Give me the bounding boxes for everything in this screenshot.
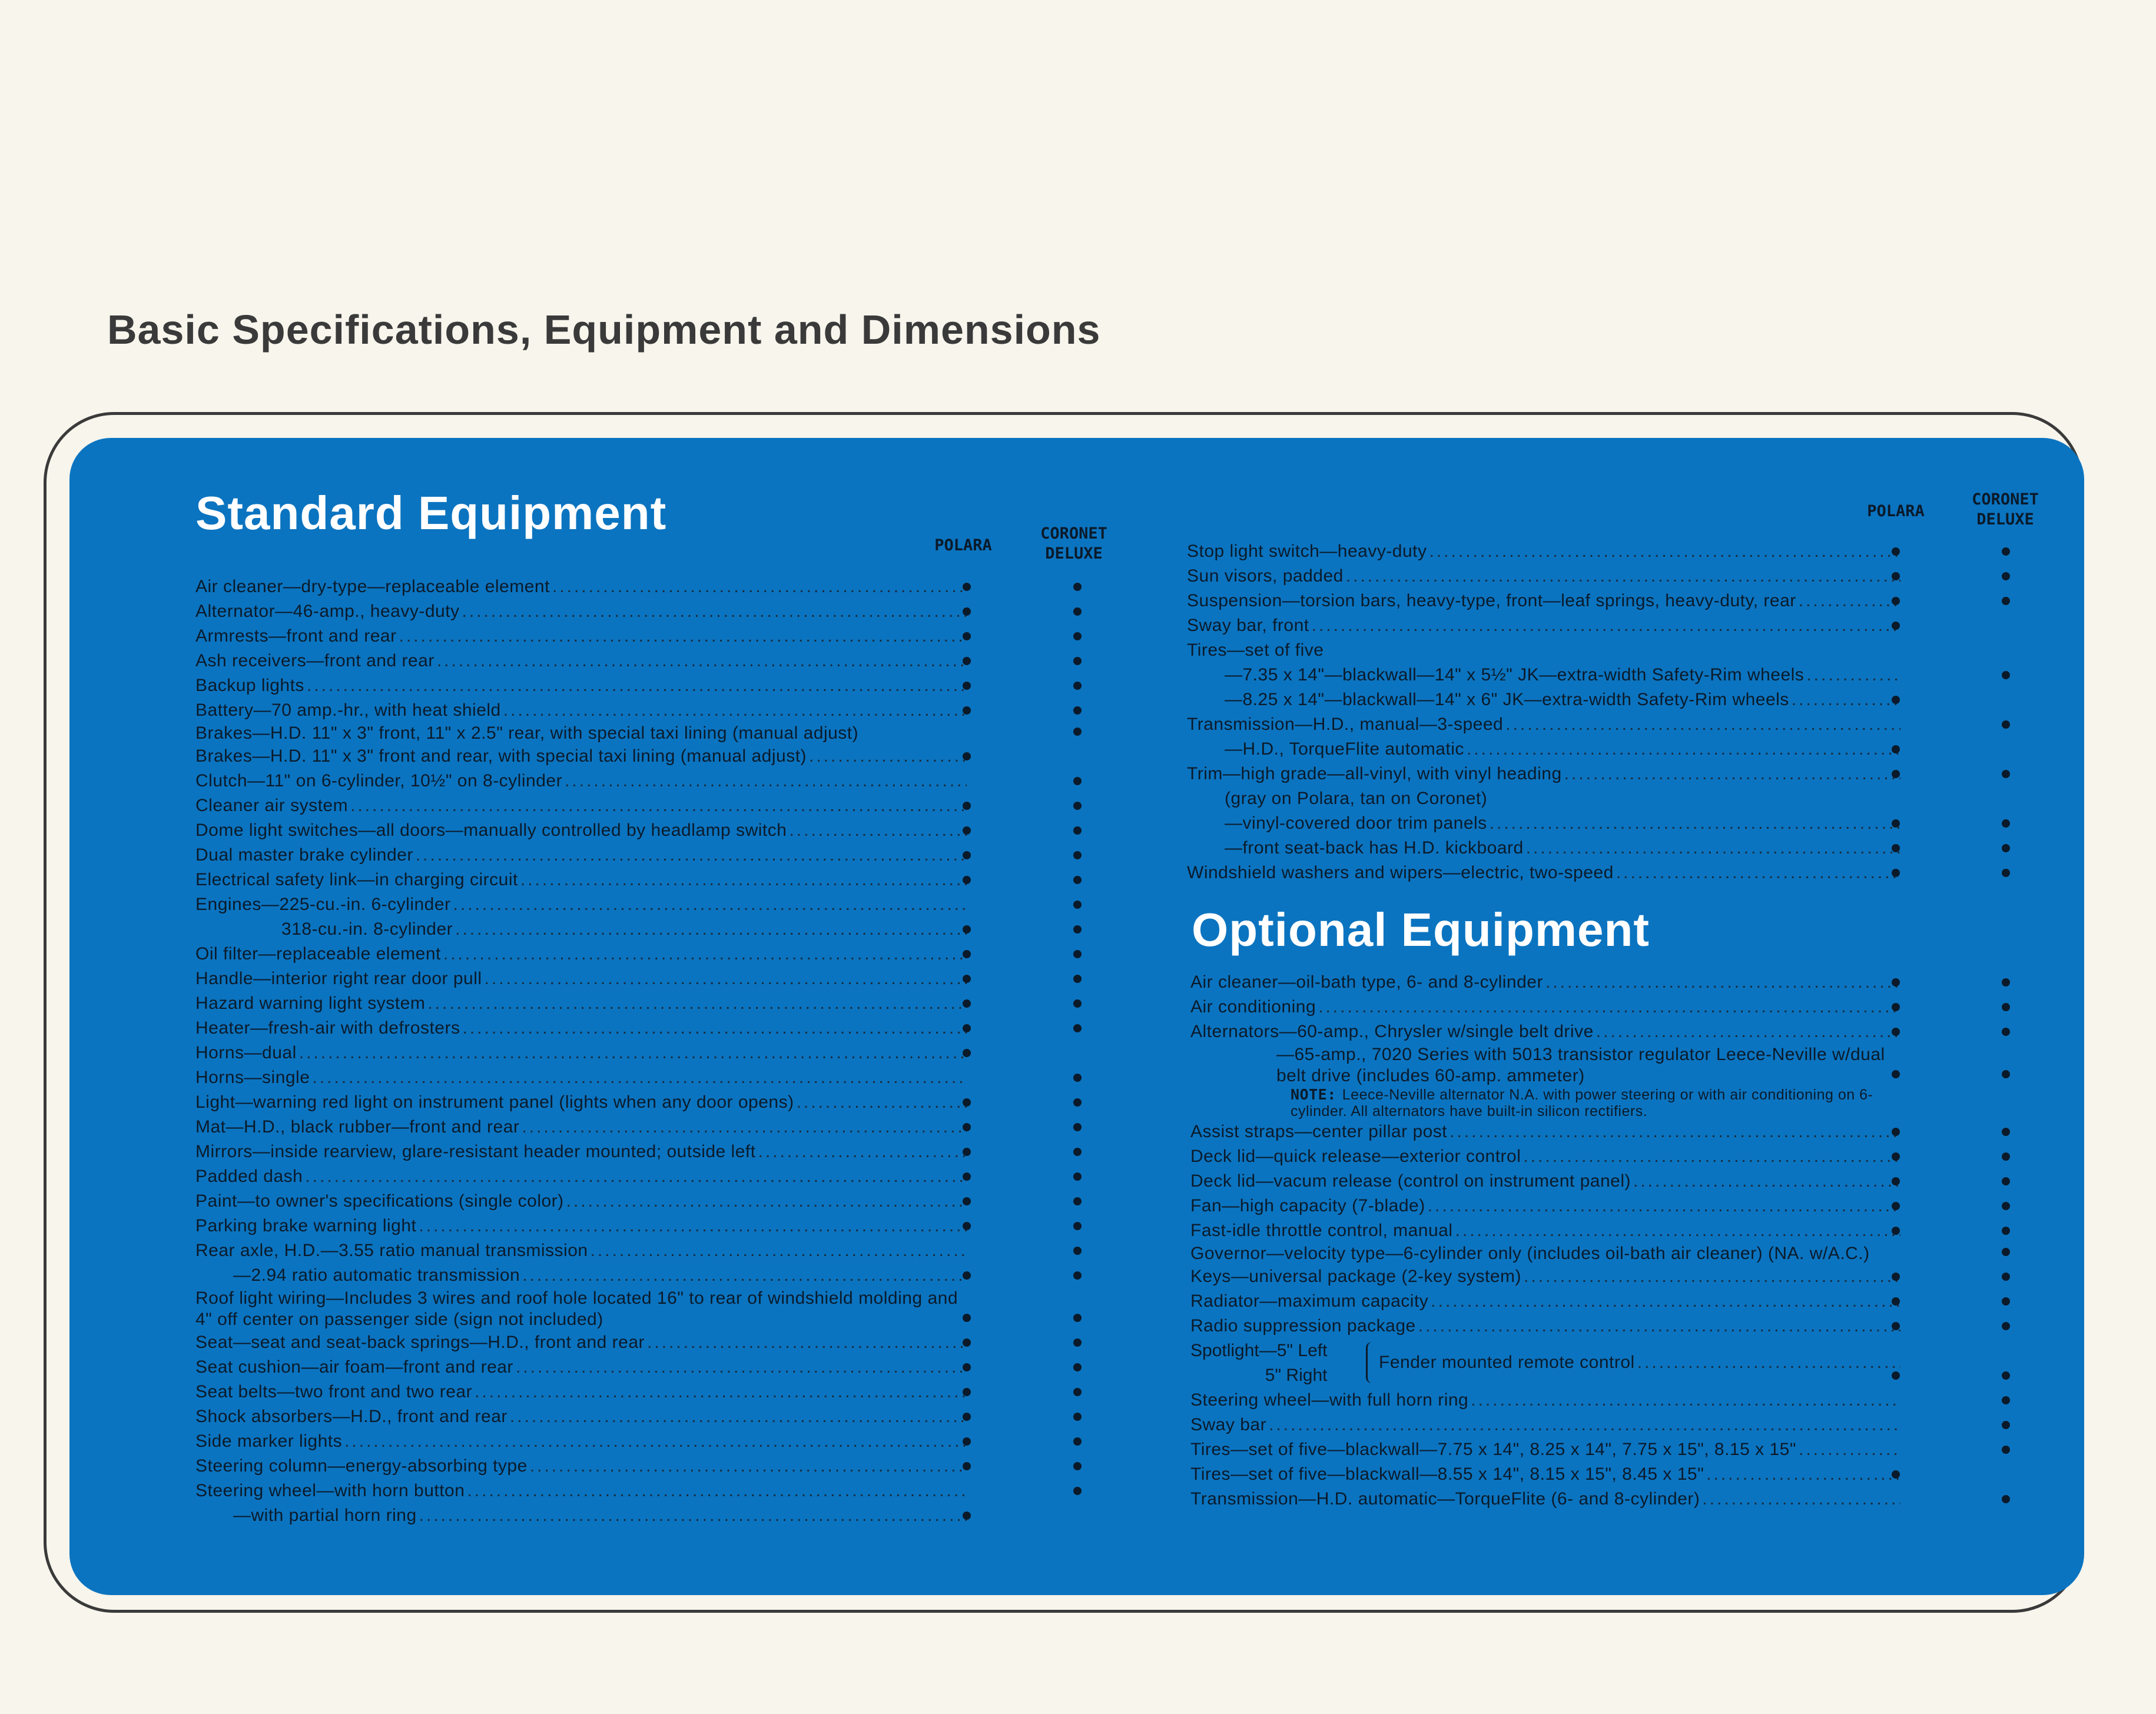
equipment-row	[195, 624, 967, 649]
polara-bullet	[1892, 1470, 1900, 1479]
equipment-row	[195, 574, 967, 599]
equipment-row	[195, 1429, 967, 1454]
equipment-row	[195, 1214, 967, 1238]
optional-equipment-title: Optional Equipment	[1192, 903, 1650, 956]
coronet-bullet	[2002, 770, 2010, 778]
equipment-row	[1187, 589, 1900, 613]
polara-bullet	[963, 1197, 971, 1205]
equipment-row	[195, 1454, 967, 1479]
equipment-label: Electrical safety link—in charging circuit	[195, 870, 518, 889]
equipment-label: Transmission—H.D., manual—3-speed	[1187, 715, 1504, 734]
polara-bullet	[1892, 770, 1900, 778]
equipment-label: Tires—set of five	[1187, 640, 1324, 660]
polara-bullet	[963, 1512, 971, 1520]
equipment-row	[195, 1404, 967, 1429]
equipment-row	[195, 1380, 967, 1404]
equipment-label: Side marker lights	[195, 1431, 343, 1451]
equipment-label: Alternator—46-amp., heavy-duty	[195, 602, 460, 621]
polara-bullet	[963, 1024, 971, 1032]
equipment-label: Seat belts—two front and two rear	[195, 1382, 473, 1401]
polara-bullet	[963, 682, 971, 690]
equipment-label: Deck lid—vacum release (control on instrument panel)	[1190, 1171, 1631, 1191]
polara-bullet	[963, 607, 971, 616]
equipment-label: Seat cushion—air foam—front and rear	[195, 1357, 513, 1377]
coronet-bullet	[1073, 1024, 1082, 1032]
polara-bullet	[1892, 819, 1900, 828]
polara-bullet	[963, 657, 971, 665]
polara-bullet	[1892, 1371, 1900, 1380]
equipment-label: —65-amp., 7020 Series with 5013 transistor regulator Leece-Neville w/dual belt drive (includes 60-amp. ammeter)	[1276, 1045, 1885, 1085]
equipment-label: 318-cu.-in. 8-cylinder	[281, 919, 453, 939]
coronet-bullet	[1073, 925, 1082, 934]
equipment-row	[1187, 663, 1900, 687]
equipment-row	[1190, 995, 1900, 1019]
equipment-label: Assist straps—center pillar post	[1190, 1122, 1448, 1141]
polara-bullet	[963, 583, 971, 591]
coronet-bullet	[2002, 1202, 2010, 1210]
polara-bullet	[1892, 572, 1900, 580]
coronet-bullet	[1073, 777, 1082, 785]
equipment-label: Horns—single	[195, 1068, 310, 1087]
equipment-label: Clutch—11" on 6-cylinder, 10½" on 8-cylinder	[195, 771, 563, 790]
coronet-bullet	[1073, 1247, 1082, 1255]
equipment-label: Steering wheel—with horn button	[195, 1481, 465, 1500]
equipment-label: Tires—set of five—blackwall—8.55 x 14", 8.15 x 15", 8.45 x 15"	[1190, 1464, 1704, 1484]
polara-bullet	[963, 706, 971, 715]
equipment-row	[195, 1090, 967, 1115]
page-title: Basic Specifications, Equipment and Dimensions	[107, 307, 1101, 353]
polara-bullet	[963, 1049, 971, 1057]
coronet-bullet	[1073, 901, 1082, 909]
optional-equipment-list	[1190, 970, 1900, 1512]
coronet-bullet	[1073, 1363, 1082, 1371]
standard-equipment-list-continued	[1187, 539, 1900, 885]
equipment-label: —2.94 ratio automatic transmission	[233, 1265, 520, 1285]
equipment-row	[1190, 1314, 1900, 1338]
equipment-row	[1187, 811, 1900, 836]
polara-bullet	[963, 975, 971, 983]
polara-bullet	[1892, 1070, 1900, 1078]
coronet-bullet	[1073, 1314, 1082, 1322]
coronet-bullet	[1073, 657, 1082, 665]
coronet-bullet	[1073, 950, 1082, 958]
polara-bullet	[1892, 978, 1900, 986]
coronet-bullet	[1073, 1388, 1082, 1396]
equipment-label: Trim—high grade—all-vinyl, with vinyl heading	[1187, 764, 1562, 783]
coronet-bullet	[2002, 572, 2010, 580]
equipment-row	[1187, 687, 1900, 712]
coronet-bullet	[2002, 869, 2010, 877]
equipment-panel	[69, 438, 2084, 1595]
equipment-label: Cleaner air system	[195, 796, 349, 815]
coronet-bullet	[2002, 720, 2010, 729]
equipment-row	[1190, 1087, 1900, 1120]
coronet-bullet	[1073, 1462, 1082, 1470]
equipment-row	[195, 1355, 967, 1380]
standard-equipment-list	[195, 574, 967, 1528]
polara-bullet	[963, 1363, 971, 1371]
equipment-label: Battery—70 amp.-hr., with heat shield	[195, 700, 501, 720]
coronet-bullet	[2002, 671, 2010, 679]
equipment-row	[195, 1238, 967, 1263]
equipment-label: Heater—fresh-air with defrosters	[195, 1018, 460, 1038]
equipment-label: —8.25 x 14"—blackwall—14" x 6" JK—extra-width Safety-Rim wheels	[1225, 690, 1789, 709]
note-label: NOTE:	[1291, 1087, 1336, 1103]
coronet-bullet	[2002, 1297, 2010, 1306]
equipment-label: Ash receivers—front and rear	[195, 651, 434, 670]
equipment-row	[1190, 1462, 1900, 1487]
equipment-row	[195, 1288, 967, 1330]
polara-bullet	[1892, 1202, 1900, 1210]
equipment-label: Engines—225-cu.-in. 6-cylinder	[195, 895, 451, 914]
equipment-label: Light—warning red light on instrument panel (lights when any door opens)	[195, 1092, 794, 1112]
coronet-bullet	[2002, 1248, 2010, 1256]
equipment-row	[195, 818, 967, 843]
coronet-bullet	[2002, 1495, 2010, 1503]
coronet-bullet	[1073, 583, 1082, 591]
equipment-label: Paint—to owner's specifications (single color)	[195, 1191, 564, 1211]
coronet-bullet	[2002, 1152, 2010, 1161]
coronet-bullet	[2002, 1070, 2010, 1078]
equipment-label: Oil filter—replaceable element	[195, 944, 441, 964]
equipment-row	[1187, 737, 1900, 762]
equipment-row	[1190, 1169, 1900, 1194]
equipment-label: Windshield washers and wipers—electric, two-speed	[1187, 863, 1614, 882]
equipment-label: Horns—dual	[195, 1043, 297, 1062]
polara-bullet	[1892, 1227, 1900, 1235]
polara-bullet	[1892, 547, 1900, 556]
equipment-label: Deck lid—quick release—exterior control	[1190, 1147, 1521, 1166]
equipment-label: Fast-idle throttle control, manual	[1190, 1221, 1453, 1240]
equipment-row	[1190, 1388, 1900, 1413]
equipment-row	[1190, 1044, 1900, 1087]
coronet-bullet	[1073, 728, 1082, 736]
equipment-row	[1187, 861, 1900, 885]
equipment-label: Handle—interior right rear door pull	[195, 969, 482, 988]
coronet-bullet	[2002, 819, 2010, 828]
polara-bullet	[963, 1098, 971, 1107]
polara-bullet	[1892, 622, 1900, 630]
equipment-row	[195, 942, 967, 966]
equipment-label: Air cleaner—oil-bath type, 6- and 8-cylinder	[1190, 972, 1543, 992]
equipment-row	[195, 649, 967, 673]
equipment-label: Steering column—energy-absorbing type	[195, 1456, 528, 1476]
standard-equipment-title: Standard Equipment	[195, 487, 667, 539]
equipment-label: Seat—seat and seat-back springs—H.D., front and rear	[195, 1333, 645, 1352]
coronet-bullet	[2002, 844, 2010, 852]
polara-bullet	[963, 1172, 971, 1181]
equipment-label: Brakes—H.D. 11" x 3" front, 11" x 2.5" rear, with special taxi lining (manual adjust)	[195, 723, 859, 743]
equipment-row	[195, 744, 967, 769]
coronet-bullet	[1073, 1413, 1082, 1421]
polara-bullet	[963, 925, 971, 934]
equipment-row	[195, 1164, 967, 1189]
polara-bullet	[963, 1222, 971, 1230]
equipment-row	[195, 673, 967, 698]
equipment-label: —7.35 x 14"—blackwall—14" x 5½" JK—extra-width Safety-Rim wheels	[1225, 665, 1805, 685]
polara-bullet	[963, 802, 971, 810]
polara-bullet	[963, 1413, 971, 1421]
equipment-row	[1190, 1194, 1900, 1218]
equipment-label: —H.D., TorqueFlite automatic	[1225, 739, 1464, 759]
equipment-row	[195, 1330, 967, 1355]
equipment-label: Dual master brake cylinder	[195, 845, 413, 865]
polara-bullet	[963, 1388, 971, 1396]
equipment-label: Shock absorbers—H.D., front and rear	[195, 1407, 508, 1426]
coronet-bullet	[1073, 851, 1082, 859]
coronet-bullet	[2002, 978, 2010, 986]
equipment-label: Air cleaner—dry-type—replaceable element	[195, 577, 550, 596]
polara-bullet	[1892, 1322, 1900, 1330]
polara-bullet	[963, 1271, 971, 1280]
equipment-row	[1190, 1264, 1900, 1289]
polara-bullet	[963, 1462, 971, 1470]
equipment-row	[1190, 1338, 1900, 1388]
equipment-row	[1190, 1487, 1900, 1512]
coronet-deluxe-header: CORONET DELUXE	[1040, 524, 1107, 563]
equipment-row	[1187, 564, 1900, 589]
equipment-label: Fan—high capacity (7-blade)	[1190, 1196, 1425, 1215]
coronet-bullet	[1073, 876, 1082, 884]
equipment-label: Sway bar	[1190, 1415, 1267, 1434]
equipment-row	[195, 966, 967, 991]
equipment-label: Hazard warning light system	[195, 994, 426, 1013]
equipment-label: Parking brake warning light	[195, 1216, 417, 1235]
coronet-bullet	[2002, 1003, 2010, 1011]
equipment-label: Mat—H.D., black rubber—front and rear	[195, 1117, 520, 1137]
coronet-bullet	[1073, 999, 1082, 1008]
polara-bullet	[963, 876, 971, 884]
polara-bullet	[1892, 844, 1900, 852]
equipment-label: Suspension—torsion bars, heavy-type, front—leaf springs, heavy-duty, rear	[1187, 591, 1796, 610]
polara-bullet	[1892, 1152, 1900, 1161]
coronet-bullet	[1073, 607, 1082, 616]
coronet-bullet	[1073, 632, 1082, 640]
coronet-bullet	[1073, 1437, 1082, 1446]
equipment-row	[195, 1041, 967, 1065]
equipment-row	[1187, 786, 1900, 811]
coronet-bullet	[2002, 1227, 2010, 1235]
coronet-bullet	[2002, 1396, 2010, 1404]
polara-bullet	[1892, 1273, 1900, 1281]
equipment-row	[1187, 762, 1900, 786]
coronet-bullet	[2002, 1028, 2010, 1036]
coronet-bullet	[2002, 1177, 2010, 1185]
equipment-row	[195, 1115, 967, 1140]
coronet-bullet	[1073, 1338, 1082, 1347]
polara-bullet	[963, 1437, 971, 1446]
equipment-row	[195, 769, 967, 793]
equipment-row	[195, 1016, 967, 1041]
polara-bullet	[963, 752, 971, 760]
equipment-row	[1187, 539, 1900, 564]
equipment-row	[195, 1503, 967, 1528]
coronet-bullet	[1073, 1222, 1082, 1230]
coronet-bullet	[1073, 1487, 1082, 1495]
coronet-bullet	[1073, 1123, 1082, 1131]
equipment-label: Keys—universal package (2-key system)	[1190, 1267, 1522, 1286]
equipment-row	[1190, 1218, 1900, 1243]
equipment-row	[1187, 613, 1900, 638]
equipment-row	[195, 892, 967, 917]
equipment-row	[1190, 1437, 1900, 1462]
equipment-row	[1190, 970, 1900, 995]
equipment-label: —front seat-back has H.D. kickboard	[1225, 838, 1524, 858]
coronet-bullet	[2002, 1446, 2010, 1454]
equipment-row	[195, 843, 967, 868]
coronet-bullet	[1073, 682, 1082, 690]
coronet-bullet	[2002, 547, 2010, 556]
equipment-row	[195, 723, 967, 744]
coronet-deluxe-header-right: CORONET DELUXE	[1972, 490, 2039, 529]
polara-bullet	[1892, 597, 1900, 605]
equipment-label: Radiator—maximum capacity	[1190, 1291, 1429, 1311]
coronet-bullet	[2002, 1371, 2010, 1380]
equipment-label: Roof light wiring—Includes 3 wires and roof hole located 16" to rear of windshield molding and 4" off center on passenger side (sign not included)	[195, 1288, 958, 1329]
coronet-bullet	[1073, 1098, 1082, 1107]
polara-bullet	[1892, 696, 1900, 704]
equipment-row	[195, 917, 967, 942]
equipment-row	[195, 1065, 967, 1090]
polara-bullet	[963, 950, 971, 958]
equipment-label: Radio suppression package	[1190, 1316, 1416, 1336]
polara-bullet	[963, 1314, 971, 1322]
equipment-row	[1187, 712, 1900, 737]
equipment-label: Steering wheel—with full horn ring	[1190, 1390, 1469, 1410]
polara-header-right: POLARA	[1867, 502, 1925, 520]
equipment-label: Brakes—H.D. 11" x 3" front and rear, with special taxi lining (manual adjust)	[195, 746, 807, 766]
equipment-label: Tires—set of five—blackwall—7.75 x 14", 8.25 x 14", 7.75 x 15", 8.15 x 15"	[1190, 1440, 1796, 1459]
polara-bullet	[963, 1338, 971, 1347]
note-text: Leece-Neville alternator N.A. with power steering or with air conditioning on 6-cylinder. All alternators have built-in silicon rectifiers.	[1291, 1087, 1873, 1120]
spotlight-left-label: Spotlight—5" Left	[1190, 1341, 1328, 1360]
equipment-label: Backup lights	[195, 676, 304, 695]
polara-bullet	[1892, 745, 1900, 753]
coronet-bullet	[2002, 1128, 2010, 1136]
polara-bullet	[1892, 1297, 1900, 1306]
equipment-row	[195, 991, 967, 1016]
coronet-bullet	[1073, 1148, 1082, 1156]
equipment-row	[195, 599, 967, 624]
coronet-bullet	[1073, 975, 1082, 983]
coronet-bullet	[2002, 1273, 2010, 1281]
equipment-row	[195, 1263, 967, 1288]
equipment-label: Padded dash	[195, 1167, 303, 1186]
coronet-bullet	[1073, 1271, 1082, 1280]
coronet-bullet	[1073, 1074, 1082, 1082]
equipment-label: Governor—velocity type—6-cylinder only (includes oil-bath air cleaner) (NA. w/A.C.)	[1190, 1244, 1870, 1263]
equipment-label: Sun visors, padded	[1187, 566, 1344, 586]
equipment-row	[1187, 638, 1900, 663]
equipment-label: —with partial horn ring	[233, 1506, 417, 1525]
spotlight-right-label: 5" Right	[1265, 1366, 1328, 1385]
equipment-label: —vinyl-covered door trim panels	[1225, 813, 1487, 833]
coronet-bullet	[1073, 1197, 1082, 1205]
equipment-label: Alternators—60-amp., Chrysler w/single belt drive	[1190, 1022, 1594, 1041]
coronet-bullet	[2002, 597, 2010, 605]
equipment-label: Air conditioning	[1190, 997, 1316, 1017]
polara-bullet	[963, 1148, 971, 1156]
polara-bullet	[1892, 1003, 1900, 1011]
equipment-row	[195, 1189, 967, 1214]
equipment-label: Armrests—front and rear	[195, 626, 397, 646]
polara-bullet	[1892, 1177, 1900, 1185]
equipment-row	[1187, 836, 1900, 861]
coronet-bullet	[2002, 1322, 2010, 1330]
equipment-row	[1190, 1144, 1900, 1169]
polara-bullet	[963, 1123, 971, 1131]
polara-bullet	[963, 851, 971, 859]
equipment-row	[195, 698, 967, 723]
polara-header: POLARA	[934, 536, 992, 554]
polara-bullet	[1892, 869, 1900, 877]
coronet-bullet	[1073, 802, 1082, 810]
polara-bullet	[1892, 1028, 1900, 1036]
equipment-label: Transmission—H.D. automatic—TorqueFlite (6- and 8-cylinder)	[1190, 1489, 1700, 1509]
equipment-row	[195, 1479, 967, 1503]
equipment-label: Rear axle, H.D.—3.55 ratio manual transmission	[195, 1241, 588, 1260]
equipment-label: Stop light switch—heavy-duty	[1187, 542, 1427, 561]
equipment-row	[195, 868, 967, 892]
equipment-row	[1190, 1120, 1900, 1144]
equipment-row	[1190, 1289, 1900, 1314]
equipment-row	[195, 1140, 967, 1164]
equipment-row	[1190, 1019, 1900, 1044]
equipment-label: (gray on Polara, tan on Coronet)	[1225, 789, 1488, 808]
polara-bullet	[963, 826, 971, 835]
equipment-label: Dome light switches—all doors—manually controlled by headlamp switch	[195, 821, 787, 840]
equipment-label: Sway bar, front	[1187, 616, 1309, 635]
equipment-row	[195, 793, 967, 818]
equipment-label: Fender mounted remote control	[1379, 1353, 1635, 1372]
equipment-label: Mirrors—inside rearview, glare-resistant header mounted; outside left	[195, 1142, 756, 1161]
coronet-bullet	[1073, 706, 1082, 715]
coronet-bullet	[1073, 1172, 1082, 1181]
polara-bullet	[963, 999, 971, 1008]
polara-bullet	[1892, 1128, 1900, 1136]
equipment-row	[1190, 1413, 1900, 1437]
equipment-row	[1190, 1243, 1900, 1264]
coronet-bullet	[2002, 1421, 2010, 1429]
polara-bullet	[963, 632, 971, 640]
coronet-bullet	[1073, 826, 1082, 835]
brace	[1366, 1342, 1375, 1383]
